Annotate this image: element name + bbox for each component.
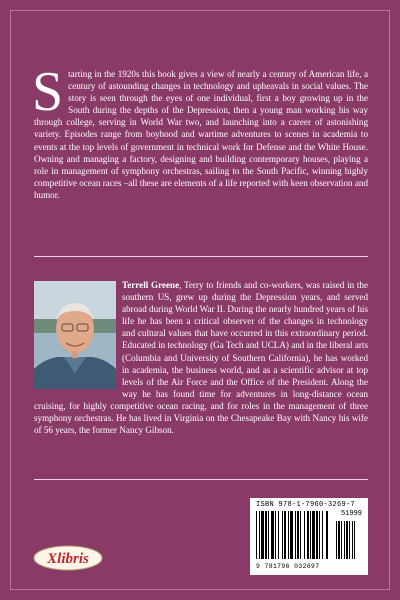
isbn-barcode <box>250 498 368 575</box>
divider-bottom <box>34 479 368 480</box>
xlibris-logo <box>33 545 103 571</box>
svg-text:Xlibris: Xlibris <box>47 551 89 567</box>
drop-cap: S <box>32 61 64 123</box>
price-code: 51999 <box>340 510 362 518</box>
description-text: tarting in the 1920s this book gives a view of nearly a century of American life, a century of astounding changes in technology and upheavals in social values. The story is seen through the eyes of one individual, first a boy growing up in the South during the depths of the Depression, then a young man working his way through college, serving in World War two, and launching into a career of astonishing variety. Episodes range from boyhood and wartime adventures to scenes in academia to events at the top levels of government in technical work for Defense and the White House. Owning and managing a factory, designing and building contemporary houses, playing a role in management of symphony orchestras, sailing to the South Pacific, winning highly competitive ocean races –all these are elements of a life reported with keen observation and humor. <box>34 69 368 200</box>
author-bio <box>34 279 368 436</box>
book-description <box>32 61 368 201</box>
barcode-bars <box>256 511 362 561</box>
author-name: Terrell Greene <box>122 280 180 290</box>
photo-spacer <box>34 279 122 389</box>
barcode-number: 9 781796 032697 <box>256 563 320 570</box>
isbn-text: ISBN 978-1-7960-3269-7 <box>256 501 356 509</box>
divider-top <box>34 256 368 257</box>
bio-text: , Terry to friends and co-workers, was raised in the southern US, grew up during the Depression years, and served abroad during World War II. During the nearly hundred years of his life he has been a critical observer of the changes in technology and cultural values that have occurred in this extraordinary period. Educated in technology (Ga Tech and UCLA) and in the liberal arts (Columbia and University of Southern California), he has worked in academia, the business world, and as a scientific advisor at top levels of the Air Force and the Office of the President. Along the way he has found time for adventures in long-distance ocean cruising, for highly competitive ocean racing, and for roles in the management of three symphony orchestras. He has lived in Virginia on the Chesapeake Bay with Nancy his wife of 56 years, the former Nancy Gibson. <box>34 280 368 436</box>
